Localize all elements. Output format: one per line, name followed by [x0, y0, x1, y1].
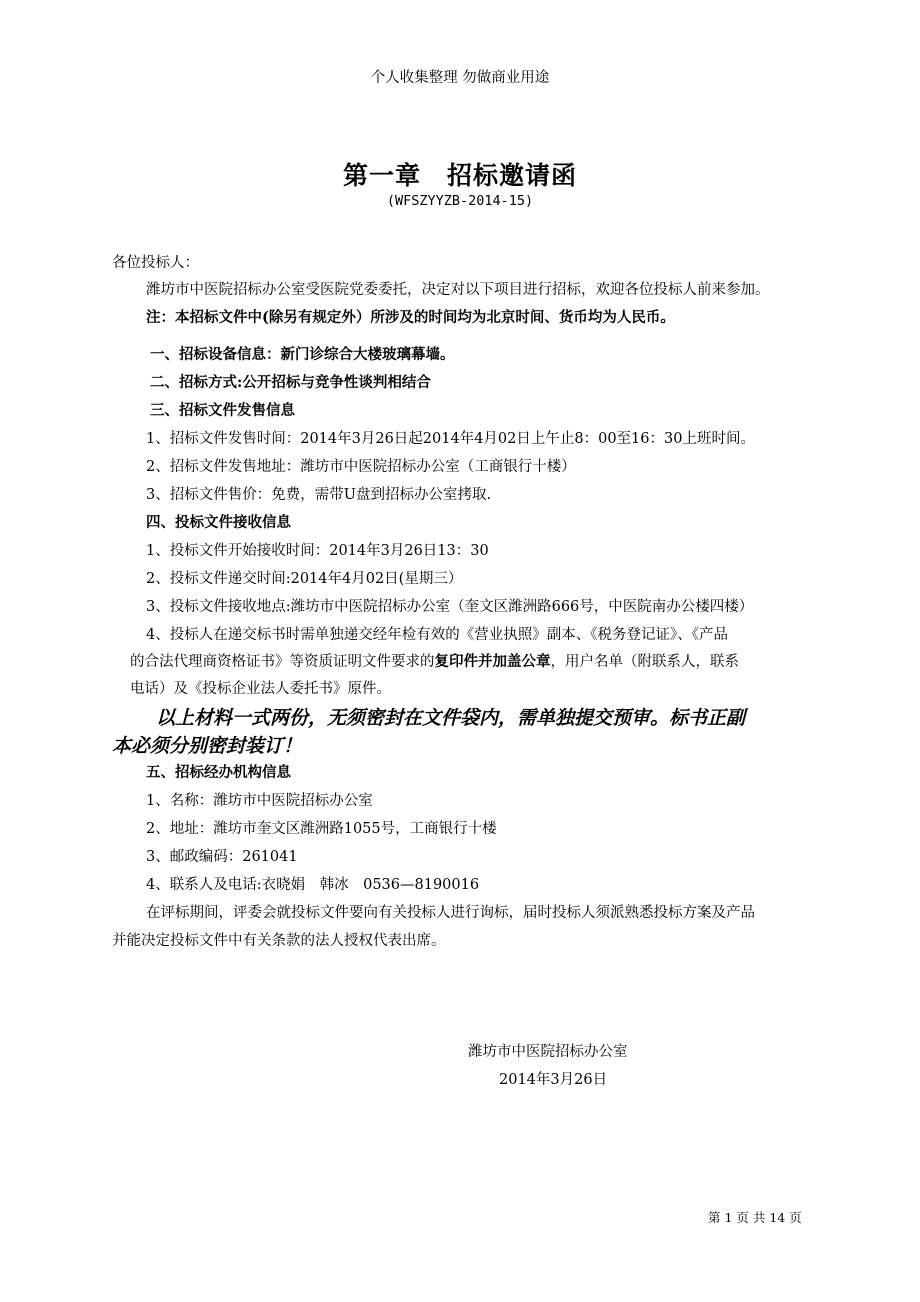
list-item: 3、投标文件接收地点:潍坊市中医院招标办公室（奎文区潍洲路666号，中医院南办公楼四楼） [146, 599, 754, 615]
closing-paragraph-line-2: 并能决定投标文件中有关条款的法人授权代表出席。 [112, 933, 446, 949]
list-item-4-line-1: 4、投标人在递交标书时需单独递交经年检有效的《营业执照》副本、《税务登记证》、《产品 [146, 627, 728, 643]
document-code: (WFSZYYZB-2014-15) [386, 193, 534, 209]
intro-paragraph: 潍坊市中医院招标办公室受医院党委委托，决定对以下项目进行招标，欢迎各位投标人前来参加。 [146, 282, 770, 298]
list-item-4-line-3: 电话）及《投标企业法人委托书》原件。 [130, 681, 391, 697]
emphasis-notice-line-1: 以上材料一式两份，无须密封在文件袋内，需单独提交预审。标书正副 [156, 707, 746, 729]
section-4-heading: 四、投标文件接收信息 [146, 514, 291, 531]
list-item: 4、联系人及电话:衣晓娟 韩冰 0536—8190016 [146, 877, 480, 893]
list-item: 1、投标文件开始接收时间：2014年3月26日13：30 [146, 543, 489, 559]
signature-organization: 潍坊市中医院招标办公室 [468, 1044, 628, 1060]
list-item: 3、邮政编码：261041 [146, 849, 298, 865]
emphasis-notice-line-2: 本必须分别密封装订！ [112, 735, 303, 757]
section-2-heading: 二、招标方式:公开招标与竞争性谈判相结合 [150, 374, 431, 391]
list-item-4-bold-requirement: 复印件并加盖公章 [434, 653, 551, 670]
list-item: 1、招标文件发售时间：2014年3月26日起2014年4月02日上午止8：00至16：30上班时间。 [146, 431, 755, 447]
header-note: 个人收集整理 勿做商业用途 [370, 70, 550, 86]
page-number: 第 1 页 共 14 页 [708, 1210, 802, 1225]
closing-paragraph-line-1: 在评标期间，评委会就投标文件要向有关投标人进行询标，届时投标人须派熟悉投标方案及产品 [146, 905, 755, 921]
list-item: 1、名称：潍坊市中医院招标办公室 [146, 793, 373, 809]
signature-date: 2014年3月26日 [499, 1072, 608, 1088]
list-item: 3、招标文件售价：免费，需带U盘到招标办公室拷取. [146, 487, 492, 503]
page-title: 第一章 招标邀请函 [342, 161, 577, 190]
list-item: 2、地址：潍坊市奎文区潍洲路1055号，工商银行十楼 [146, 821, 497, 837]
currency-time-notice: 注：本招标文件中(除另有规定外）所涉及的时间均为北京时间、货币均为人民币。 [146, 309, 675, 326]
list-item: 2、招标文件发售地址：潍坊市中医院招标办公室（工商银行十楼） [146, 459, 576, 475]
section-1-heading: 一、招标设备信息：新门诊综合大楼玻璃幕墙。 [150, 346, 455, 363]
section-3-heading: 三、招标文件发售信息 [150, 402, 295, 419]
list-item: 2、投标文件递交时间:2014年4月02日(星期三） [146, 571, 463, 587]
salutation: 各位投标人： [112, 255, 199, 271]
list-item-4-text-a: 的合法代理商资格证书》等资质证明文件要求的 [130, 654, 435, 670]
list-item-4-line-2 [130, 650, 739, 671]
section-5-heading: 五、招标经办机构信息 [146, 764, 291, 781]
list-item-4-text-c: ，用户名单（附联系人，联系 [550, 654, 739, 670]
